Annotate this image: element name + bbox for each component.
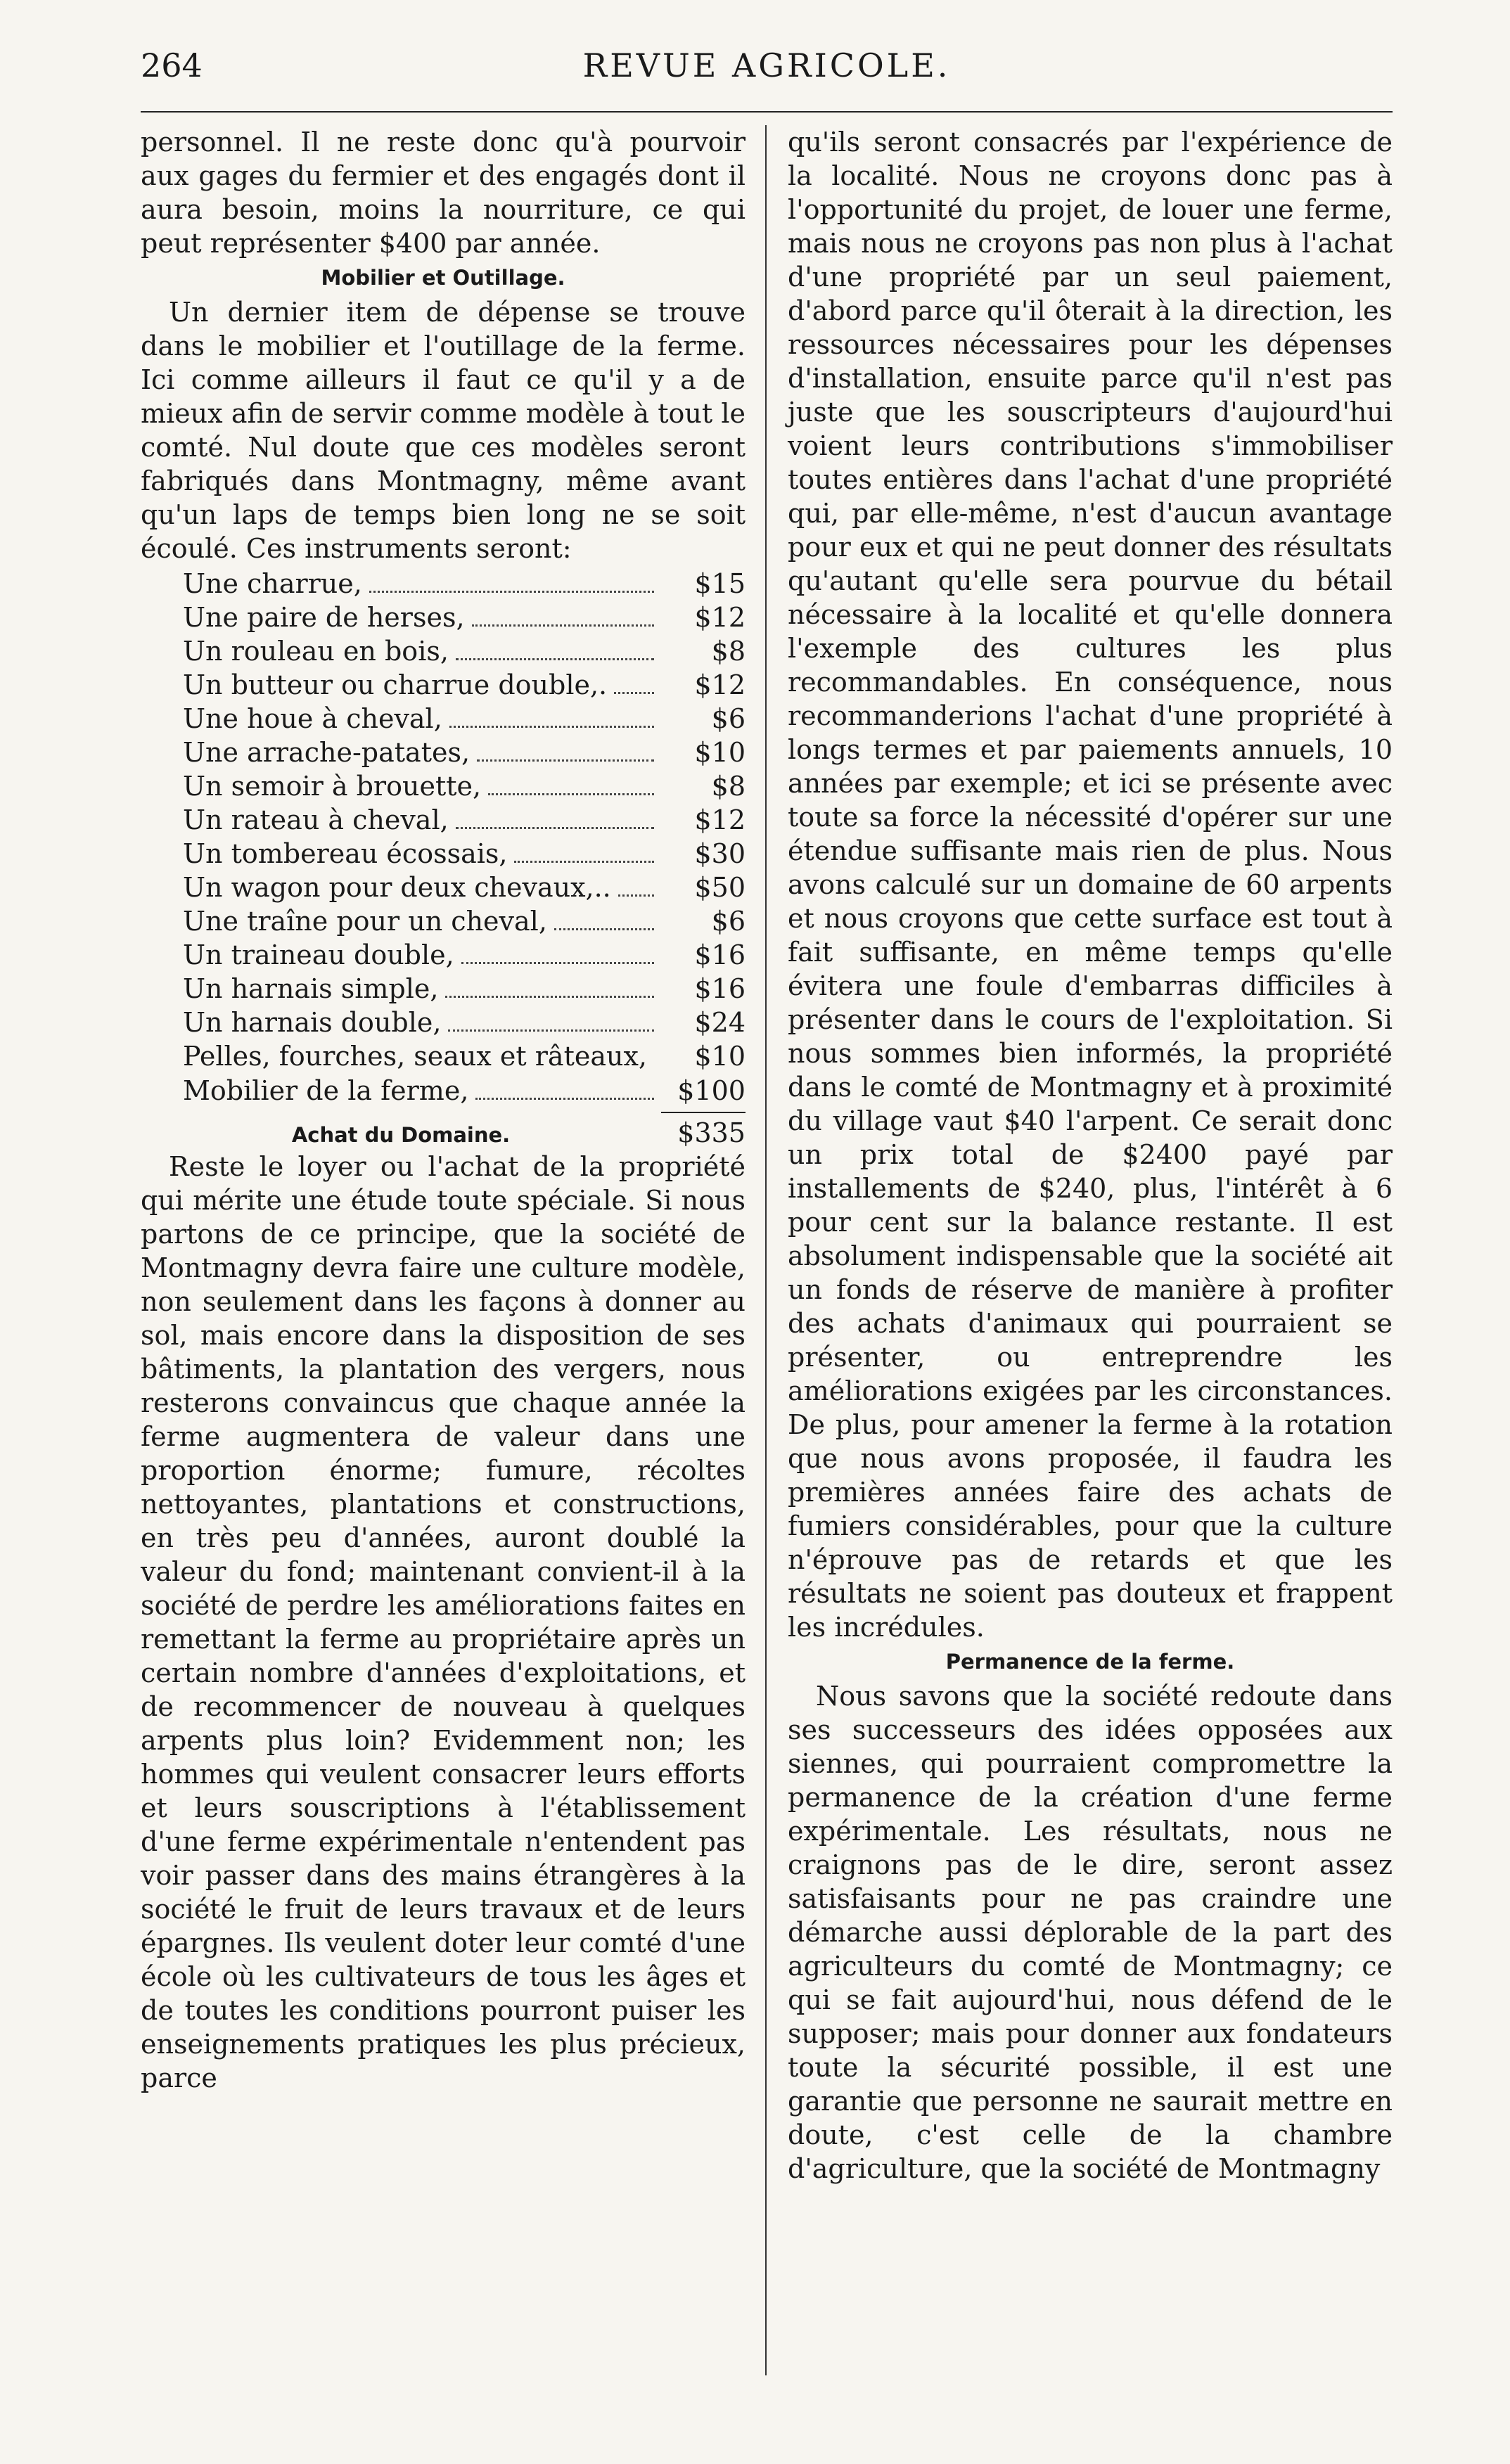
inventory-item	[183, 837, 746, 871]
inventory-value: $30	[694, 838, 746, 869]
inventory-value: $10	[694, 737, 746, 768]
running-title: REVUE AGRICOLE.	[582, 46, 951, 84]
inventory-value: $50	[694, 872, 746, 903]
dot-leader	[369, 591, 654, 593]
inventory-value: $15	[694, 568, 746, 599]
inventory-value: $12	[694, 602, 746, 633]
inventory-label: Pelles, fourches, seaux et râteaux,	[183, 1041, 647, 1072]
inventory-value: $100	[677, 1075, 746, 1106]
inventory-value: $8	[711, 771, 746, 802]
section-heading-mobilier: Mobilier et Outillage.	[321, 266, 565, 290]
page-header	[141, 42, 1393, 98]
inventory-value: $10	[694, 1041, 746, 1072]
inventory-item	[183, 871, 746, 904]
paragraph-mobilier: Un dernier item de dépense se trouve dans le mobilier et l'outillage de la ferme. Ici comme ailleurs il faut ce qu'il y a de mieux afin de servir comme modèle à tout le comté. Nul doute que ces modèles seront fabriqués dans Montmagny, même avant qu'un laps de temps bien long ne se soit écoulé. Ces instruments seront:	[141, 297, 746, 564]
section-heading-permanence: Permanence de la ferme.	[945, 1650, 1235, 1674]
inventory-item	[183, 1074, 746, 1108]
paragraph-continue: qu'ils seront consacrés par l'expérience de la localité. Nous ne croyons donc pas à l'opportunité du projet, de louer une ferme, mais nous ne croyons pas non plus à l'achat d'une propriété par un seul paiement, d'abord parce qu'il ôterait à la direction, les ressources nécessaires pour les dépenses d'installation, ensuite parce qu'il n'est pas juste que les souscripteurs d'aujourd'hui voient leurs contributions s'immobiliser toutes entières dans l'achat d'une propriété qui, par elle-même, n'est d'aucun avantage pour eux et qui ne peut donner des résultats qu'autant qu'elle sera pourvue du bétail nécessaire à la localité et qu'elle donnera l'exemple des cultures les plus recommandables. En conséquence, nous recommanderions l'achat d'une propriété à longs termes et par paiements annuels, 10 années par exemple; et ici se présente avec toute sa force la nécessité d'opérer sur une étendue suffisante mais rien de plus. Nous avons calculé sur un domaine de 60 arpents et nous croyons que cette surface est tout à fait suffisante, en même temps qu'elle évitera une foule d'embarras difficiles à présenter dans le cours de l'exploitation. Si nous sommes bien informés, la propriété dans le comté de Montmagny et à proximité du village vaut $40 l'arpent. Ce serait donc un prix total de $2400 payé par installements de $240, plus, l'intérêt à 6 pour cent sur la balance restante. Il est absolument indispensable que la société ait un fonds de réserve de manière à profiter des achats d'animaux qui pourraient se présenter, ou entreprendre les améliorations exigées par les circonstances. De plus, pour amener la ferme à la rotation que nous avons proposée, il faudra les premières années faire des achats de fumiers considérables, pour que la culture n'éprouve pas de retards et que les résultats ne soient pas douteux et frappent les incrédules.	[788, 127, 1393, 1643]
inventory-label: Un traineau double,	[183, 939, 454, 970]
header-rule	[141, 111, 1393, 113]
left-column	[141, 125, 746, 2095]
dot-leader	[514, 861, 654, 863]
inventory-item	[183, 938, 746, 972]
inventory-list	[183, 567, 746, 1108]
inventory-label: Un harnais simple,	[183, 973, 439, 1004]
inventory-item	[183, 972, 746, 1006]
inventory-label: Un rouleau en bois,	[183, 636, 449, 667]
page-number: 264	[141, 46, 203, 84]
inventory-label: Une paire de herses,	[183, 602, 465, 633]
inventory-label: Un wagon pour deux chevaux,..	[183, 872, 611, 903]
inventory-value: $12	[694, 669, 746, 700]
inventory-value: $6	[711, 703, 746, 734]
total-row	[141, 1116, 746, 1150]
inventory-item	[183, 702, 746, 736]
dot-leader	[477, 759, 654, 762]
dot-leader	[449, 726, 654, 728]
inventory-value: $24	[694, 1007, 746, 1038]
inventory-label: Une arrache-patates,	[183, 737, 471, 768]
inventory-label: Une charrue,	[183, 568, 362, 599]
section-heading-achat: Achat du Domaine.	[291, 1123, 511, 1147]
inventory-value: $8	[711, 636, 746, 667]
dot-leader	[475, 1098, 654, 1100]
inventory-label: Une traîne pour un cheval,	[183, 906, 547, 937]
dot-leader	[456, 827, 654, 829]
paragraph-achat: Reste le loyer ou l'achat de la propriété qui mérite une étude toute spéciale. Si nous partons de ce principe, que la société de Montmagny devra faire une culture modèle, non seulement dans les façons à donner au sol, mais encore dans la disposition de ses bâtiments, la plantation des vergers, nous resterons convaincus que chaque année la ferme augmentera de valeur dans une proportion énorme; fumure, récoltes nettoyantes, plantations et constructions, en très peu d'années, auront doublé la valeur du fond; maintenant convient-il à la société de perdre les améliorations faites en remettant la ferme au propriétaire après un certain nombre d'années d'exploitations, et de recommencer de nouveau à quelques arpents plus loin? Evidemment non; les hommes qui veulent consacrer leurs efforts et leurs souscriptions à l'établissement d'une ferme expérimentale n'entendent pas voir passer dans des mains étrangères à la société le fruit de leurs travaux et de leurs épargnes. Ils veulent doter leur comté d'une école où les cultivateurs de tous les âges et de toutes les conditions pourront puiser les enseignements pratiques les plus précieux, parce	[141, 1151, 746, 2093]
dot-leader	[445, 996, 654, 998]
inventory-item	[183, 601, 746, 634]
inventory-item	[183, 803, 746, 837]
inventory-label: Une houe à cheval,	[183, 703, 442, 734]
inventory-item	[183, 1039, 746, 1074]
inventory-item	[183, 634, 746, 668]
dot-leader	[618, 894, 654, 897]
inventory-label: Un butteur ou charrue double,.	[183, 669, 608, 700]
inventory-value: $16	[694, 973, 746, 1004]
inventory-item	[183, 769, 746, 803]
inventory-value: $6	[711, 906, 746, 937]
inventory-value: $12	[694, 804, 746, 835]
paragraph-permanence: Nous savons que la société redoute dans ses successeurs des idées opposées aux siennes, qui pourraient compromettre la permanence de la création d'une ferme expérimentale. Les résultats, nous ne craignons pas de le dire, seront assez satisfaisants pour ne pas craindre une démarche aussi déplorable de la part des agriculteurs du comté de Montmagny; ce qui se fait aujourd'hui, nous défend de le supposer; mais pour donner aux fondateurs toute la sécurité possible, il est une garantie que personne ne saurait mettre en doute, c'est celle de la chambre d'agriculture, que la société de Montmagny	[788, 1681, 1393, 2184]
sum-rule	[661, 1112, 746, 1113]
inventory-item	[183, 736, 746, 769]
dot-leader	[614, 692, 654, 694]
dot-leader	[472, 624, 654, 627]
inventory-item	[183, 904, 746, 938]
inventory-value: $16	[694, 939, 746, 970]
column-divider	[765, 125, 767, 2375]
inventory-label: Un semoir à brouette,	[183, 771, 482, 802]
inventory-label: Un rateau à cheval,	[183, 804, 449, 835]
dot-leader	[456, 658, 654, 660]
right-column	[788, 125, 1393, 2186]
dot-leader	[448, 1029, 654, 1032]
dot-leader	[488, 793, 654, 795]
total-value: $335	[677, 1117, 746, 1148]
dot-leader	[554, 928, 654, 930]
inventory-label: Un harnais double,	[183, 1007, 442, 1038]
inventory-label: Mobilier de la ferme,	[183, 1075, 469, 1106]
inventory-item	[183, 1006, 746, 1039]
paragraph-intro: personnel. Il ne reste donc qu'à pourvoir aux gages du fermier et des engagés dont il aura besoin, moins la nourriture, ce qui peut représenter $400 par année.	[141, 127, 746, 259]
inventory-label: Un tombereau écossais,	[183, 838, 508, 869]
inventory-item	[183, 668, 746, 702]
inventory-item	[183, 567, 746, 601]
dot-leader	[461, 962, 654, 964]
